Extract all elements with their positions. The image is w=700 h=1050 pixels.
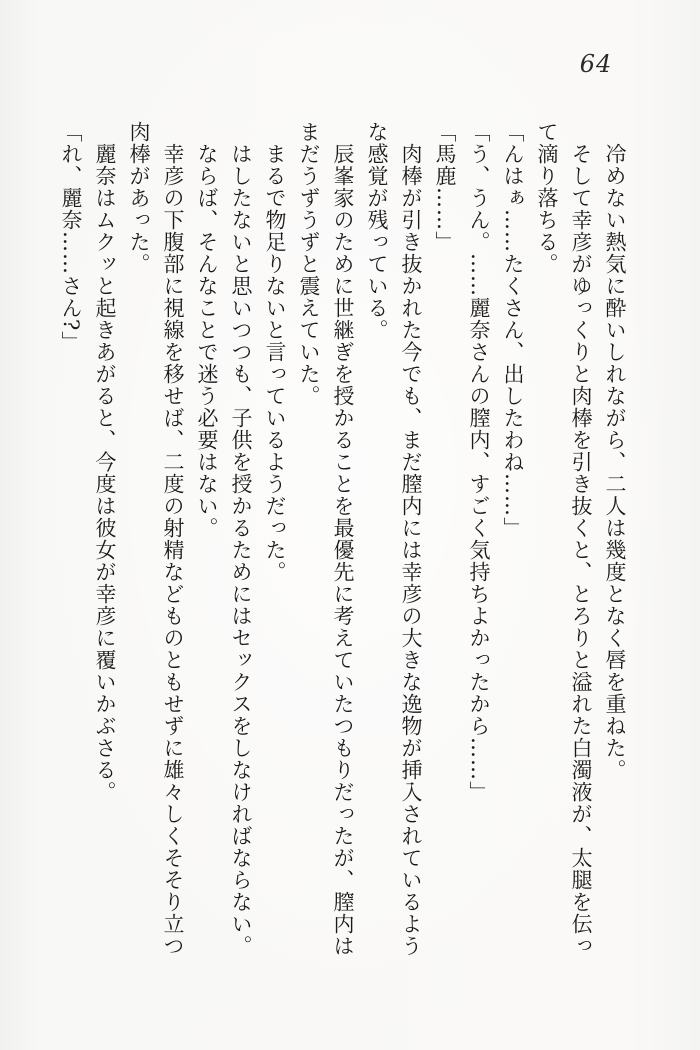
text-line: はしたないと思いつつも、子供を授かるためにはセックスをしなければならない。 — [229, 143, 253, 957]
text-line: 「れ、麗奈……さん?」 — [59, 121, 83, 354]
vertical-text-block — [54, 121, 632, 959]
text-line: 肉棒があった。 — [127, 121, 151, 275]
text-line: 幸彦の下腹部に視線を移せば、二度の射精などものともせずに雄々しくそそり立つ — [161, 143, 185, 957]
text-line: まだうずうずと震えていた。 — [297, 121, 321, 407]
text-line: 辰峯家のために世継ぎを授かることを最優先に考えていたつもりだったが、膣内は — [331, 143, 355, 957]
text-line: 「んはぁ……たくさん、出したわね……」 — [501, 121, 525, 539]
text-line: ならば、そんなことで迷う必要はない。 — [195, 143, 219, 539]
page-number: 64 — [579, 50, 613, 78]
text-line: て滴り落ちる。 — [535, 121, 559, 275]
text-line: な感覚が残っている。 — [365, 121, 389, 341]
text-line: まるで物足りないと言っているようだった。 — [263, 143, 287, 583]
text-line: 冷めない熱気に酔いしれながら、二人は幾度となく唇を重ねた。 — [603, 143, 627, 781]
text-line: 「う、うん。……麗奈さんの膣内、すごく気持ちよかったから……」 — [467, 121, 491, 803]
text-line: 麗奈はムクッと起きあがると、今度は彼女が幸彦に覆いかぶさる。 — [93, 143, 117, 803]
text-line: 肉棒が引き抜かれた今でも、まだ膣内には幸彦の大きな逸物が挿入されているよう — [399, 143, 423, 957]
text-line: そして幸彦がゆっくりと肉棒を引き抜くと、とろりと溢れた白濁液が、太腿を伝っ — [569, 143, 593, 957]
text-line: 「馬鹿……」 — [433, 121, 457, 253]
